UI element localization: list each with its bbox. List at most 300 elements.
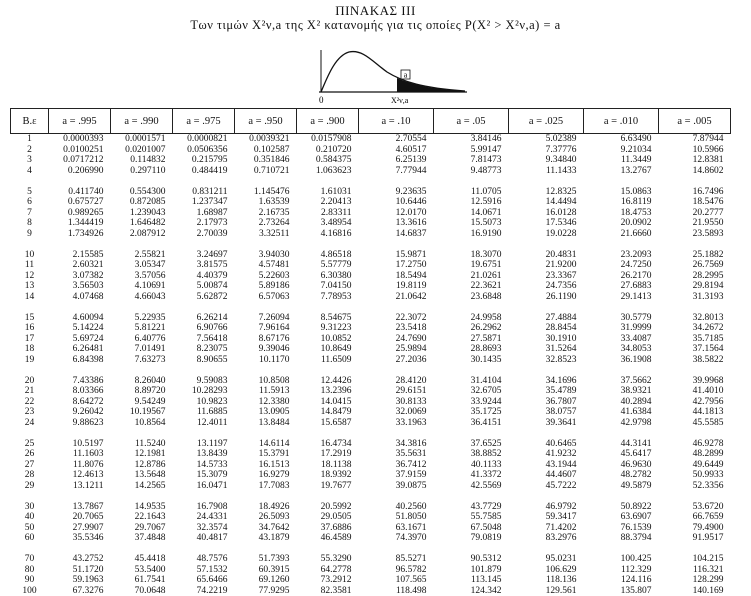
value-cell: 73.2912 xyxy=(297,575,359,586)
value-cell: 16.1513 xyxy=(235,460,297,471)
value-cell: 38.8852 xyxy=(434,449,509,460)
value-cell: 71.4202 xyxy=(509,523,584,534)
value-cell: 7.01491 xyxy=(111,344,173,355)
value-cell: 4.66043 xyxy=(111,292,173,303)
value-cell: 30.5779 xyxy=(584,313,659,324)
value-cell: 19.8119 xyxy=(359,281,434,292)
table-row xyxy=(11,323,731,334)
table-row xyxy=(11,313,731,324)
value-cell: 32.8013 xyxy=(659,313,731,324)
table-row xyxy=(11,355,731,366)
value-cell: 39.0875 xyxy=(359,481,434,492)
df-cell: 50 xyxy=(11,523,49,534)
value-cell: 10.28293 xyxy=(173,386,235,397)
value-cell: 15.6587 xyxy=(297,418,359,429)
value-cell: 59.3417 xyxy=(509,512,584,523)
value-cell: 12.0170 xyxy=(359,208,434,219)
value-cell: 45.5585 xyxy=(659,418,731,429)
value-cell: 48.2899 xyxy=(659,449,731,460)
value-cell: 8.26040 xyxy=(111,376,173,387)
value-cell: 77.9295 xyxy=(235,586,297,596)
value-cell: 34.1696 xyxy=(509,376,584,387)
value-cell: 6.63490 xyxy=(584,134,659,145)
df-cell: 6 xyxy=(11,197,49,208)
value-cell: 23.5418 xyxy=(359,323,434,334)
area-label: a xyxy=(404,71,408,80)
value-cell: 18.3070 xyxy=(434,250,509,261)
value-cell: 0.675727 xyxy=(49,197,111,208)
value-cell: 5.99147 xyxy=(434,145,509,156)
value-cell: 5.22603 xyxy=(235,271,297,282)
value-cell: 63.6907 xyxy=(584,512,659,523)
value-cell: 8.54675 xyxy=(297,313,359,324)
value-cell: 18.4753 xyxy=(584,208,659,219)
value-cell: 13.0905 xyxy=(235,407,297,418)
value-cell: 0.102587 xyxy=(235,145,297,156)
value-cell: 10.9823 xyxy=(173,397,235,408)
value-cell: 46.9792 xyxy=(509,502,584,513)
value-cell: 10.6446 xyxy=(359,197,434,208)
value-cell: 106.629 xyxy=(509,565,584,576)
df-cell: 27 xyxy=(11,460,49,471)
value-cell: 14.2565 xyxy=(111,481,173,492)
value-cell: 24.7690 xyxy=(359,334,434,345)
value-cell: 42.5569 xyxy=(434,481,509,492)
value-cell: 9.31223 xyxy=(297,323,359,334)
value-cell: 34.2672 xyxy=(659,323,731,334)
table-row xyxy=(11,470,731,481)
value-cell: 27.6883 xyxy=(584,281,659,292)
df-cell: 26 xyxy=(11,449,49,460)
value-cell: 24.4331 xyxy=(173,512,235,523)
value-cell: 2.20413 xyxy=(297,197,359,208)
value-cell: 20.7065 xyxy=(49,512,111,523)
value-cell: 1.61031 xyxy=(297,187,359,198)
value-cell: 13.8484 xyxy=(235,418,297,429)
value-cell: 13.1197 xyxy=(173,439,235,450)
value-cell: 0.0157908 xyxy=(297,134,359,145)
value-cell: 20.2777 xyxy=(659,208,731,219)
value-cell: 107.565 xyxy=(359,575,434,586)
value-cell: 44.4607 xyxy=(509,470,584,481)
header-alpha-column: a = .975 xyxy=(173,109,235,134)
value-cell: 6.26214 xyxy=(173,313,235,324)
value-cell: 1.63539 xyxy=(235,197,297,208)
table-row xyxy=(11,386,731,397)
value-cell: 33.4087 xyxy=(584,334,659,345)
value-cell: 11.1433 xyxy=(509,166,584,177)
value-cell: 13.7867 xyxy=(49,502,111,513)
table-row xyxy=(11,271,731,282)
value-cell: 37.4848 xyxy=(111,533,173,544)
df-cell: 25 xyxy=(11,439,49,450)
value-cell: 9.23635 xyxy=(359,187,434,198)
header-alpha-column: a = .025 xyxy=(509,109,584,134)
value-cell: 12.1981 xyxy=(111,449,173,460)
value-cell: 41.9232 xyxy=(509,449,584,460)
value-cell: 22.3621 xyxy=(434,281,509,292)
value-cell: 38.5822 xyxy=(659,355,731,366)
table-row xyxy=(11,145,731,156)
value-cell: 30.1435 xyxy=(434,355,509,366)
table-row xyxy=(11,512,731,523)
value-cell: 27.2036 xyxy=(359,355,434,366)
value-cell: 0.0100251 xyxy=(49,145,111,156)
value-cell: 6.26481 xyxy=(49,344,111,355)
value-cell: 29.8194 xyxy=(659,281,731,292)
value-cell: 20.5992 xyxy=(297,502,359,513)
table-header-row xyxy=(11,109,731,134)
value-cell: 43.2752 xyxy=(49,554,111,565)
value-cell: 5.57779 xyxy=(297,260,359,271)
page-title: ΠΙΝΑΚΑΣ III xyxy=(0,3,751,19)
value-cell: 43.7729 xyxy=(434,502,509,513)
value-cell: 16.4734 xyxy=(297,439,359,450)
value-cell: 0.0039321 xyxy=(235,134,297,145)
value-cell: 18.5494 xyxy=(359,271,434,282)
df-cell: 70 xyxy=(11,554,49,565)
value-cell: 13.1211 xyxy=(49,481,111,492)
value-cell: 124.342 xyxy=(434,586,509,596)
value-cell: 23.6848 xyxy=(434,292,509,303)
value-cell: 113.145 xyxy=(434,575,509,586)
value-cell: 49.6449 xyxy=(659,460,731,471)
value-cell: 11.6509 xyxy=(297,355,359,366)
value-cell: 7.37776 xyxy=(509,145,584,156)
value-cell: 28.8693 xyxy=(434,344,509,355)
value-cell: 5.62872 xyxy=(173,292,235,303)
value-cell: 45.7222 xyxy=(509,481,584,492)
value-cell: 8.67176 xyxy=(235,334,297,345)
value-cell: 5.81221 xyxy=(111,323,173,334)
value-cell: 36.1908 xyxy=(584,355,659,366)
table-row xyxy=(11,523,731,534)
value-cell: 26.5093 xyxy=(235,512,297,523)
value-cell: 28.2995 xyxy=(659,271,731,282)
value-cell: 43.1944 xyxy=(509,460,584,471)
df-cell: 22 xyxy=(11,397,49,408)
table-row xyxy=(11,166,731,177)
value-cell: 35.4789 xyxy=(509,386,584,397)
value-cell: 12.8381 xyxy=(659,155,731,166)
value-cell: 19.0228 xyxy=(509,229,584,240)
df-cell: 1 xyxy=(11,134,49,145)
value-cell: 15.9871 xyxy=(359,250,434,261)
value-cell: 35.7185 xyxy=(659,334,731,345)
value-cell: 6.30380 xyxy=(297,271,359,282)
value-cell: 129.561 xyxy=(509,586,584,596)
value-cell: 14.4494 xyxy=(509,197,584,208)
value-cell: 26.2962 xyxy=(434,323,509,334)
value-cell: 23.5893 xyxy=(659,229,731,240)
value-cell: 50.9933 xyxy=(659,470,731,481)
value-cell: 6.90766 xyxy=(173,323,235,334)
value-cell: 21.6660 xyxy=(584,229,659,240)
value-cell: 12.4011 xyxy=(173,418,235,429)
value-cell: 14.0671 xyxy=(434,208,509,219)
value-cell: 42.9798 xyxy=(584,418,659,429)
value-cell: 55.7585 xyxy=(434,512,509,523)
value-cell: 53.6720 xyxy=(659,502,731,513)
df-cell: 19 xyxy=(11,355,49,366)
header-alpha-column: a = .05 xyxy=(434,109,509,134)
value-cell: 14.8479 xyxy=(297,407,359,418)
value-cell: 0.0717212 xyxy=(49,155,111,166)
value-cell: 21.9550 xyxy=(659,218,731,229)
value-cell: 29.7067 xyxy=(111,523,173,534)
value-cell: 9.26042 xyxy=(49,407,111,418)
df-cell: 24 xyxy=(11,418,49,429)
value-cell: 29.1413 xyxy=(584,292,659,303)
value-cell: 44.1813 xyxy=(659,407,731,418)
value-cell: 2.16735 xyxy=(235,208,297,219)
value-cell: 116.321 xyxy=(659,565,731,576)
value-cell: 40.2560 xyxy=(359,502,434,513)
value-cell: 34.3816 xyxy=(359,439,434,450)
df-cell: 40 xyxy=(11,512,49,523)
value-cell: 32.3574 xyxy=(173,523,235,534)
value-cell: 11.6885 xyxy=(173,407,235,418)
value-cell: 36.7807 xyxy=(509,397,584,408)
value-cell: 29.0505 xyxy=(297,512,359,523)
value-cell: 9.54249 xyxy=(111,397,173,408)
header-alpha-column: a = .900 xyxy=(297,109,359,134)
value-cell: 0.0001571 xyxy=(111,134,173,145)
table-row xyxy=(11,281,731,292)
group-spacer xyxy=(11,491,731,502)
value-cell: 16.7496 xyxy=(659,187,731,198)
value-cell: 2.70039 xyxy=(173,229,235,240)
header-alpha-column: a = .005 xyxy=(659,109,731,134)
table-row xyxy=(11,502,731,513)
value-cell: 48.7576 xyxy=(173,554,235,565)
value-cell: 28.4120 xyxy=(359,376,434,387)
value-cell: 70.0648 xyxy=(111,586,173,596)
value-cell: 45.4418 xyxy=(111,554,173,565)
value-cell: 26.7569 xyxy=(659,260,731,271)
value-cell: 0.351846 xyxy=(235,155,297,166)
value-cell: 1.68987 xyxy=(173,208,235,219)
value-cell: 9.59083 xyxy=(173,376,235,387)
df-cell: 16 xyxy=(11,323,49,334)
value-cell: 2.83311 xyxy=(297,208,359,219)
value-cell: 15.3791 xyxy=(235,449,297,460)
df-cell: 18 xyxy=(11,344,49,355)
value-cell: 5.22935 xyxy=(111,313,173,324)
value-cell: 9.34840 xyxy=(509,155,584,166)
value-cell: 1.145476 xyxy=(235,187,297,198)
value-cell: 12.8786 xyxy=(111,460,173,471)
table-row xyxy=(11,155,731,166)
value-cell: 3.32511 xyxy=(235,229,297,240)
value-cell: 10.19567 xyxy=(111,407,173,418)
value-cell: 124.116 xyxy=(584,575,659,586)
value-cell: 21.0642 xyxy=(359,292,434,303)
value-cell: 18.4926 xyxy=(235,502,297,513)
value-cell: 31.5264 xyxy=(509,344,584,355)
value-cell: 1.237347 xyxy=(173,197,235,208)
df-cell: 29 xyxy=(11,481,49,492)
header-alpha-column: a = .010 xyxy=(584,109,659,134)
value-cell: 69.1260 xyxy=(235,575,297,586)
value-cell: 118.498 xyxy=(359,586,434,596)
value-cell: 41.3372 xyxy=(434,470,509,481)
value-cell: 39.3641 xyxy=(509,418,584,429)
density-curve xyxy=(321,52,465,92)
header-alpha-column: a = .10 xyxy=(359,109,434,134)
value-cell: 60.3915 xyxy=(235,565,297,576)
df-cell: 7 xyxy=(11,208,49,219)
value-cell: 19.7677 xyxy=(297,481,359,492)
value-cell: 0.0000393 xyxy=(49,134,111,145)
value-cell: 0.215795 xyxy=(173,155,235,166)
table-row xyxy=(11,439,731,450)
value-cell: 0.872085 xyxy=(111,197,173,208)
table-row xyxy=(11,292,731,303)
value-cell: 83.2976 xyxy=(509,533,584,544)
value-cell: 6.84398 xyxy=(49,355,111,366)
value-cell: 0.554300 xyxy=(111,187,173,198)
value-cell: 4.86518 xyxy=(297,250,359,261)
value-cell: 8.64272 xyxy=(49,397,111,408)
value-cell: 12.4613 xyxy=(49,470,111,481)
value-cell: 7.77944 xyxy=(359,166,434,177)
table-body xyxy=(11,134,731,596)
df-cell: 60 xyxy=(11,533,49,544)
value-cell: 79.4900 xyxy=(659,523,731,534)
value-cell: 88.3794 xyxy=(584,533,659,544)
value-cell: 30.8133 xyxy=(359,397,434,408)
df-cell: 80 xyxy=(11,565,49,576)
value-cell: 23.2093 xyxy=(584,250,659,261)
value-cell: 6.57063 xyxy=(235,292,297,303)
value-cell: 0.114832 xyxy=(111,155,173,166)
value-cell: 51.7393 xyxy=(235,554,297,565)
value-cell: 14.5733 xyxy=(173,460,235,471)
df-cell: 2 xyxy=(11,145,49,156)
value-cell: 2.15585 xyxy=(49,250,111,261)
df-cell: 30 xyxy=(11,502,49,513)
value-cell: 12.5916 xyxy=(434,197,509,208)
value-cell: 35.5631 xyxy=(359,449,434,460)
value-cell: 112.329 xyxy=(584,565,659,576)
value-cell: 61.7541 xyxy=(111,575,173,586)
value-cell: 7.04150 xyxy=(297,281,359,292)
group-spacer xyxy=(11,302,731,313)
value-cell: 0.989265 xyxy=(49,208,111,219)
page-subtitle: Των τιμών X²ν,a της X² κατανομής για τις οποίες P(X² > X²ν,a) = a xyxy=(0,18,751,33)
value-cell: 53.5400 xyxy=(111,565,173,576)
value-cell: 7.56418 xyxy=(173,334,235,345)
table-row xyxy=(11,449,731,460)
table-row xyxy=(11,197,731,208)
value-cell: 1.734926 xyxy=(49,229,111,240)
value-cell: 26.2170 xyxy=(584,271,659,282)
value-cell: 7.78953 xyxy=(297,292,359,303)
value-cell: 36.4151 xyxy=(434,418,509,429)
value-cell: 46.9630 xyxy=(584,460,659,471)
value-cell: 74.3970 xyxy=(359,533,434,544)
value-cell: 2.60321 xyxy=(49,260,111,271)
value-cell: 3.94030 xyxy=(235,250,297,261)
value-cell: 12.3380 xyxy=(235,397,297,408)
value-cell: 45.6417 xyxy=(584,449,659,460)
value-cell: 5.00874 xyxy=(173,281,235,292)
table-row xyxy=(11,575,731,586)
value-cell: 2.087912 xyxy=(111,229,173,240)
value-cell: 15.3079 xyxy=(173,470,235,481)
value-cell: 65.6466 xyxy=(173,575,235,586)
chi-square-table xyxy=(10,108,731,596)
value-cell: 28.8454 xyxy=(509,323,584,334)
value-cell: 16.9279 xyxy=(235,470,297,481)
header-alpha-column: a = .950 xyxy=(235,109,297,134)
value-cell: 4.57481 xyxy=(235,260,297,271)
value-cell: 7.96164 xyxy=(235,323,297,334)
df-cell: 13 xyxy=(11,281,49,292)
df-cell: 3 xyxy=(11,155,49,166)
value-cell: 104.215 xyxy=(659,554,731,565)
df-cell: 5 xyxy=(11,187,49,198)
value-cell: 0.484419 xyxy=(173,166,235,177)
value-cell: 52.3356 xyxy=(659,481,731,492)
value-cell: 16.0471 xyxy=(173,481,235,492)
value-cell: 35.5346 xyxy=(49,533,111,544)
value-cell: 1.063623 xyxy=(297,166,359,177)
table-row xyxy=(11,218,731,229)
value-cell: 5.69724 xyxy=(49,334,111,345)
value-cell: 74.2219 xyxy=(173,586,235,596)
value-cell: 41.4010 xyxy=(659,386,731,397)
value-cell: 31.9999 xyxy=(584,323,659,334)
df-cell: 15 xyxy=(11,313,49,324)
table-row xyxy=(11,533,731,544)
value-cell: 4.07468 xyxy=(49,292,111,303)
value-cell: 50.8922 xyxy=(584,502,659,513)
value-cell: 10.0852 xyxy=(297,334,359,345)
value-cell: 9.88623 xyxy=(49,418,111,429)
value-cell: 9.39046 xyxy=(235,344,297,355)
value-cell: 4.60094 xyxy=(49,313,111,324)
value-cell: 85.5271 xyxy=(359,554,434,565)
df-cell: 17 xyxy=(11,334,49,345)
value-cell: 12.8325 xyxy=(509,187,584,198)
value-cell: 48.2782 xyxy=(584,470,659,481)
value-cell: 5.14224 xyxy=(49,323,111,334)
value-cell: 13.3616 xyxy=(359,218,434,229)
value-cell: 96.5782 xyxy=(359,565,434,576)
value-cell: 13.8439 xyxy=(173,449,235,460)
value-cell: 17.5346 xyxy=(509,218,584,229)
critical-value-label: X²ν,a xyxy=(391,96,409,105)
value-cell: 37.5662 xyxy=(584,376,659,387)
value-cell: 6.25139 xyxy=(359,155,434,166)
value-cell: 64.2778 xyxy=(297,565,359,576)
value-cell: 33.1963 xyxy=(359,418,434,429)
value-cell: 32.6705 xyxy=(434,386,509,397)
value-cell: 10.5966 xyxy=(659,145,731,156)
value-cell: 43.1879 xyxy=(235,533,297,544)
df-cell: 21 xyxy=(11,386,49,397)
value-cell: 19.6751 xyxy=(434,260,509,271)
value-cell: 40.6465 xyxy=(509,439,584,450)
value-cell: 91.9517 xyxy=(659,533,731,544)
value-cell: 7.26094 xyxy=(235,313,297,324)
value-cell: 67.5048 xyxy=(434,523,509,534)
value-cell: 10.8649 xyxy=(297,344,359,355)
value-cell: 33.9244 xyxy=(434,397,509,408)
value-cell: 20.4831 xyxy=(509,250,584,261)
